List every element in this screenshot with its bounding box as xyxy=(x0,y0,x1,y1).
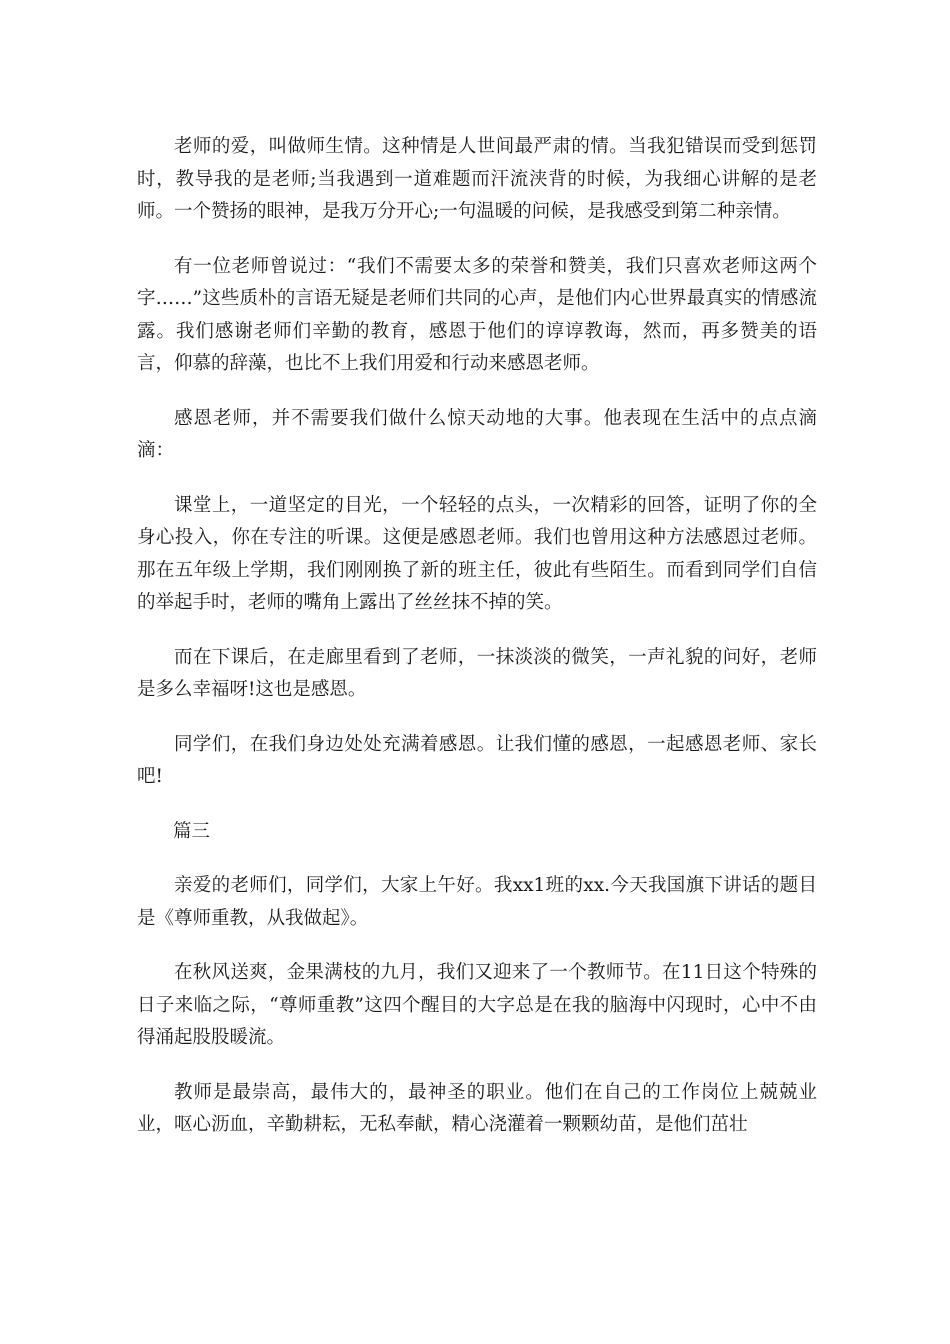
paragraph-2: 有一位老师曾说过：“我们不需要太多的荣誉和赞美，我们只喜欢老师这两个字……”这些质朴的言语无疑是老师们共同的心声，是他们内心世界最真实的情感流露。我们感谢老师们辛勤的教育，感恩于他们的谆谆教诲，然而，再多赞美的语言，仰慕的辞藻，也比不上我们用爱和行动来感恩老师。 xyxy=(137,255,817,374)
paragraph-1: 老师的爱，叫做师生情。这种情是人世间最严肃的情。当我犯错误而受到惩罚时，教导我的是老师;当我遇到一道难题而汗流浃背的时候，为我细心讲解的是老师。一个赞扬的眼神，是我万分开心;一句温暖的问候，是我感受到第二种亲情。 xyxy=(137,136,817,222)
document-body xyxy=(137,131,817,1164)
paragraph-5: 而在下课后，在走廊里看到了老师，一抹淡淡的微笑，一声礼貌的问好，老师是多么幸福呀!这也是感恩。 xyxy=(137,646,817,700)
section-heading: 篇三 xyxy=(173,820,211,842)
paragraph-6: 同学们，在我们身边处处充满着感恩。让我们懂的感恩，一起感恩老师、家长吧! xyxy=(137,733,817,787)
paragraph-3: 感恩老师，并不需要我们做什么惊天动地的大事。他表现在生活中的点点滴滴： xyxy=(137,407,817,461)
section-paragraph-2: 在秋风送爽，金果满枝的九月，我们又迎来了一个教师节。在11日这个特殊的日子来临之际，“尊师重教”这四个醒目的大字总是在我的脑海中闪现时，心中不由得涌起股股暖流。 xyxy=(137,962,817,1048)
section-paragraph-3: 教师是最崇高，最伟大的，最神圣的职业。他们在自己的工作岗位上兢兢业业，呕心沥血，辛勤耕耘，无私奉献，精心浇灌着一颗颗幼苗，是他们茁壮 xyxy=(137,1081,817,1135)
paragraph-4: 课堂上，一道坚定的目光，一个轻轻的点头，一次精彩的回答，证明了你的全身心投入，你在专注的听课。这便是感恩老师。我们也曾用这种方法感恩过老师。那在五年级上学期，我们刚刚换了新的班主任，彼此有些陌生。而看到同学们自信的举起手时，老师的嘴角上露出了丝丝抹不掉的笑。 xyxy=(137,494,817,613)
section-paragraph-1: 亲爱的老师们，同学们，大家上午好。我xx1班的xx.今天我国旗下讲话的题目是《尊师重教，从我做起》。 xyxy=(137,875,817,929)
